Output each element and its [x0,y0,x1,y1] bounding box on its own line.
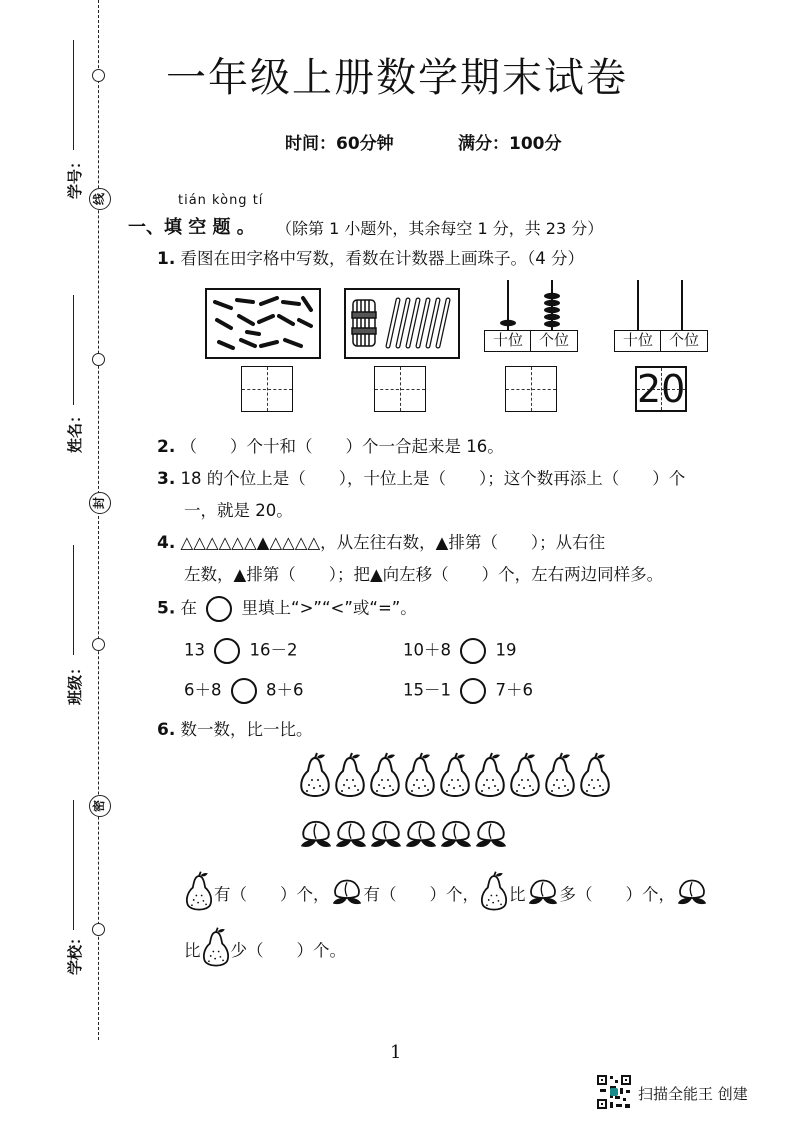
binding-hole [92,638,105,651]
comparison-item [184,638,298,664]
question-number: 3. [157,469,176,489]
question-number: 5. [157,598,176,619]
peach-row [298,818,518,852]
peach-icon [330,877,364,914]
pear-icon [508,752,542,800]
class-line [73,545,74,655]
question-text-line-2: 一，就是 20。 [184,501,293,520]
pear-icon [184,870,214,921]
empty-abacus-icon [614,280,710,330]
comparison-item [403,638,517,664]
pear-icon [368,752,402,800]
question-number: 4. [157,533,176,553]
page-title: 一年级上册数学期末试卷 [166,55,628,101]
binding-dashed-line [98,0,99,1040]
q6-text: 比 [184,941,201,960]
exam-score: 满分：100分 [458,134,562,154]
left-expression: 15－1 [403,680,451,700]
comparison-answer-circle[interactable] [460,638,486,664]
name-line [73,295,74,405]
comparison-answer-circle[interactable] [231,678,257,704]
question-text-line-1: 18 的个位上是（ ），十位上是（ ）；这个数再添上（ ）个 [180,469,686,488]
pear-icon [298,752,332,800]
q6-text: 比 [509,885,526,904]
question-4 [157,531,605,555]
peach-icon [333,818,369,850]
question-text-line-1: △△△△△△▲△△△△，从左往右数，▲排第（ ）；从右往 [180,533,606,552]
sticks-picture [344,288,460,359]
pear-icon [473,752,507,800]
question-text-line-2: 左数，▲排第（ ）；把▲向左移（ ）个，左右两边同样多。 [184,565,664,584]
tian-grid-answer-box[interactable] [374,366,426,412]
pear-row [298,752,618,802]
question-text: 数一数，比一比。 [180,720,313,739]
left-expression: 10＋8 [403,640,451,660]
pear-icon [333,752,367,800]
left-expression: 13 [184,640,205,660]
qr-code-icon [596,1074,632,1110]
page-number: 1 [390,1042,402,1063]
question-number: 1. [157,249,176,269]
pear-icon [201,926,231,977]
comparison-answer-circle[interactable] [214,638,240,664]
student-id-label: 学号： [66,153,85,200]
name-label: 姓名： [66,407,85,454]
exam-time: 时间：60分钟 [285,134,394,154]
school-line [73,800,74,930]
left-expression: 6＋8 [184,680,222,700]
question-5 [157,596,417,622]
bones-icon [207,290,319,357]
tens-place-label: 十位 [484,330,532,352]
q6-text: 少（ ）个。 [230,941,346,960]
question-3 [157,467,685,491]
ones-place-label: 个位 [660,330,708,352]
question-6 [157,718,313,742]
seal-line-mark: 线 [89,188,111,210]
peach-icon [675,877,709,914]
right-expression: 7＋6 [495,680,533,700]
section-note: （除第 1 小题外，其余每空 1 分，共 23 分） [276,219,604,238]
q6-text: 有（ ）个， [363,885,479,904]
question-text-a: 在 [180,598,198,618]
seal-seal-mark: 封 [89,492,111,514]
q6-sentence-1 [184,872,709,918]
tens-place-label: 十位 [614,330,662,352]
question-2 [157,435,504,459]
q6-text: 有（ ）个， [214,885,330,904]
peach-icon [403,818,439,850]
bones-picture [205,288,321,359]
scanner-credit: 扫描全能王 创建 [638,1085,748,1103]
comparison-answer-circle[interactable] [460,678,486,704]
binding-hole [92,923,105,936]
comparison-circle-icon [206,596,232,622]
class-label: 班级： [66,659,85,706]
question-number: 6. [157,720,176,740]
pear-icon [479,870,509,921]
abacus-with-beads-icon [484,280,580,330]
q6-sentence-2 [184,928,346,974]
comparison-item [184,678,304,704]
pear-icon [543,752,577,800]
pear-icon [578,752,612,800]
pear-icon [403,752,437,800]
right-expression: 19 [495,640,517,660]
seal-secret-mark: 密 [89,795,111,817]
peach-icon [473,818,509,850]
pear-icon [438,752,472,800]
binding-hole [92,353,105,366]
peach-icon [526,877,560,914]
question-text: 看图在田字格中写数，看数在计数器上画珠子。（4 分） [180,249,585,268]
sticks-icon [346,290,458,357]
right-expression: 8＋6 [266,680,304,700]
tian-grid-given-number [635,366,687,412]
comparison-item [403,678,533,704]
question-1 [157,247,584,271]
right-expression: 16－2 [249,640,298,660]
given-number: 20 [637,367,686,411]
peach-icon [298,818,334,850]
section-pinyin: tián kòng tí [178,193,264,208]
peach-icon [368,818,404,850]
school-label: 学校： [66,929,85,976]
question-text-b: 里填上“>”“<”或“=”。 [241,598,417,618]
ones-place-label: 个位 [530,330,578,352]
tian-grid-answer-box[interactable] [241,366,293,412]
section-heading: 一、填 空 题 。 [128,217,255,238]
question-number: 2. [157,437,176,457]
tian-grid-answer-box[interactable] [505,366,557,412]
q6-text: 多（ ）个， [559,885,675,904]
question-text: （ ）个十和（ ）个一合起来是 16。 [180,437,504,456]
peach-icon [438,818,474,850]
